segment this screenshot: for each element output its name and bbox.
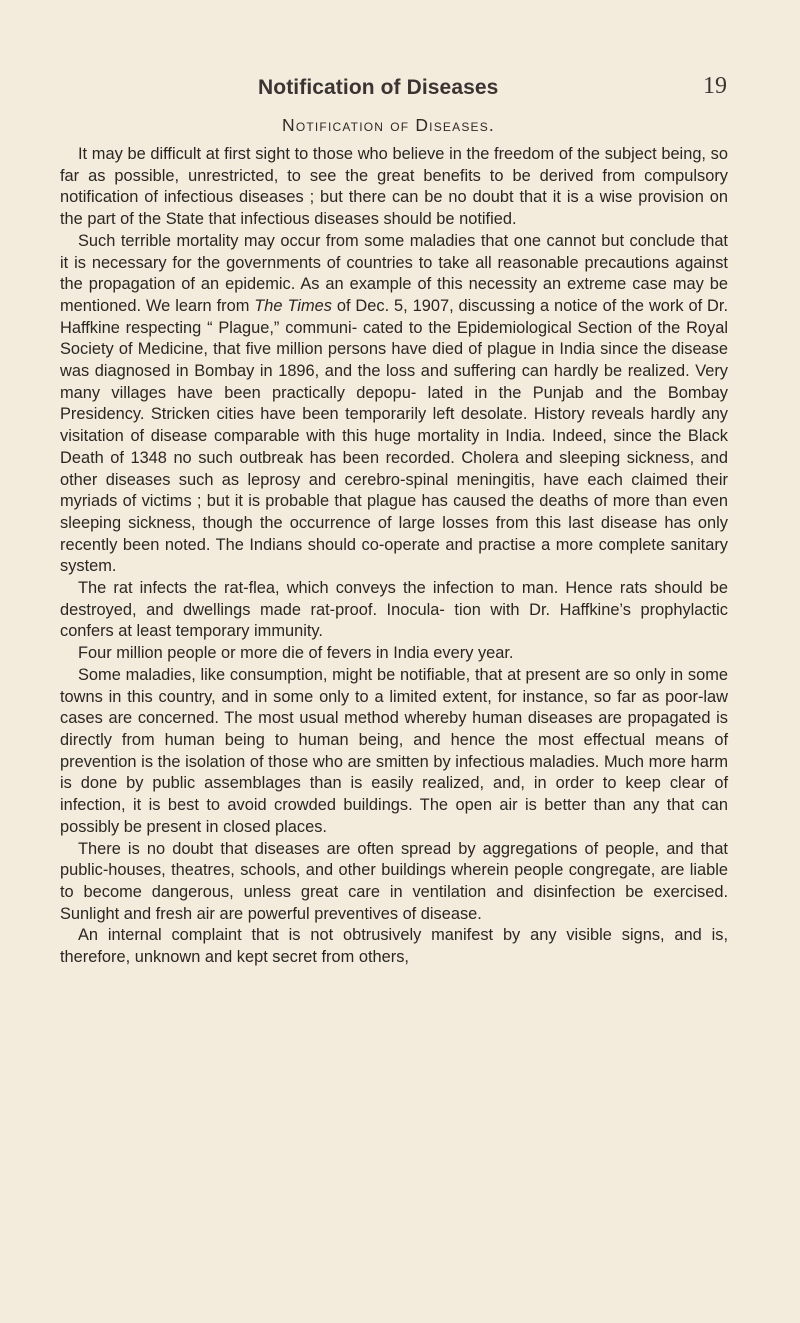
paragraph: An internal complaint that is not obtrusively manifest by any visible signs, and is, therefore, unknown and kept secret from others, bbox=[60, 926, 728, 967]
newspaper-title: The Times bbox=[254, 296, 332, 315]
paragraph: Some maladies, like consumption, might be notifiable, that at present are so only in some towns in this country, and in some only to a limited extent, for instance, so far as poor-law cases are concerned. The most usual method whereby human diseases are propagated is directly from human being to human being, and hence the most effectual means of prevention is the isolation of those who are smitten by infectious maladies. Much more harm is done by public assemblages than is easily realized, and, in order to keep clear of infection, it is best to avoid crowded buildings. The open air is better than any that can possibly be present in closed places. bbox=[60, 665, 728, 836]
paragraph: Such terrible mortality may occur from some maladies that one cannot but conclude that it is necessary for the governments of countries to take all reasonable precautions against the propagation of an epidemic. As an example of this necessity an extreme case may be mentioned. We learn from The Times of Dec. 5, 1907, discussing a notice of the work of Dr. Haffkine respecting “ Plague,” communi- cated to the Epidemiological Section of the Royal Society of Medicine, that five million persons have died of plague in India since the disease was diagnosed in Bombay in 1896, and the loss and suffering can hardly be realized. Very many villages have been practically depopu- lated in the Punjab and the Bombay Presidency. Stricken cities have been temporarily left desolate. History reveals hardly any visitation of disease comparable with this huge mortality in India. Indeed, since the Black Death of 1348 no such outbreak has been recorded. Cholera and sleeping sickness, and other diseases such as leprosy and cerebro-spinal meningitis, have each claimed their myriads of victims ; but it is probable that plague has caused the deaths of more than even sleeping sickness, though the occurrence of large losses from this last disease has only recently been noted. The Indians should co-operate and practise a more complete sanitary system. bbox=[60, 231, 728, 576]
running-head: Notification of Diseases bbox=[258, 76, 499, 99]
paragraph: Four million people or more die of fevers in India every year. bbox=[78, 644, 514, 663]
section-title: Notification of Diseases. bbox=[282, 115, 495, 135]
paragraph: There is no doubt that diseases are often spread by aggregations of people, and that public-houses, theatres, schools, and other buildings wherein people congregate, are liable to become dangerous, unless great care in ventilation and disinfection be exercised. Sunlight and fresh air are powerful preventives of disease. bbox=[60, 839, 728, 923]
page-number: 19 bbox=[703, 73, 727, 99]
paragraph: The rat infects the rat-flea, which conveys the infection to man. Hence rats should be destroyed, and dwellings made rat-proof. Inocula- tion with Dr. Haffkine’s prophylactic confers at least temporary immunity. bbox=[60, 579, 728, 641]
paragraph: It may be difficult at first sight to those who believe in the freedom of the subject being, so far as possible, unrestricted, to see the great benefits to be derived from compulsory notification of infectious diseases ; but there can be no doubt that it is a wise provision on the part of the State that infectious diseases should be notified. bbox=[60, 145, 728, 229]
body-text bbox=[60, 144, 728, 969]
